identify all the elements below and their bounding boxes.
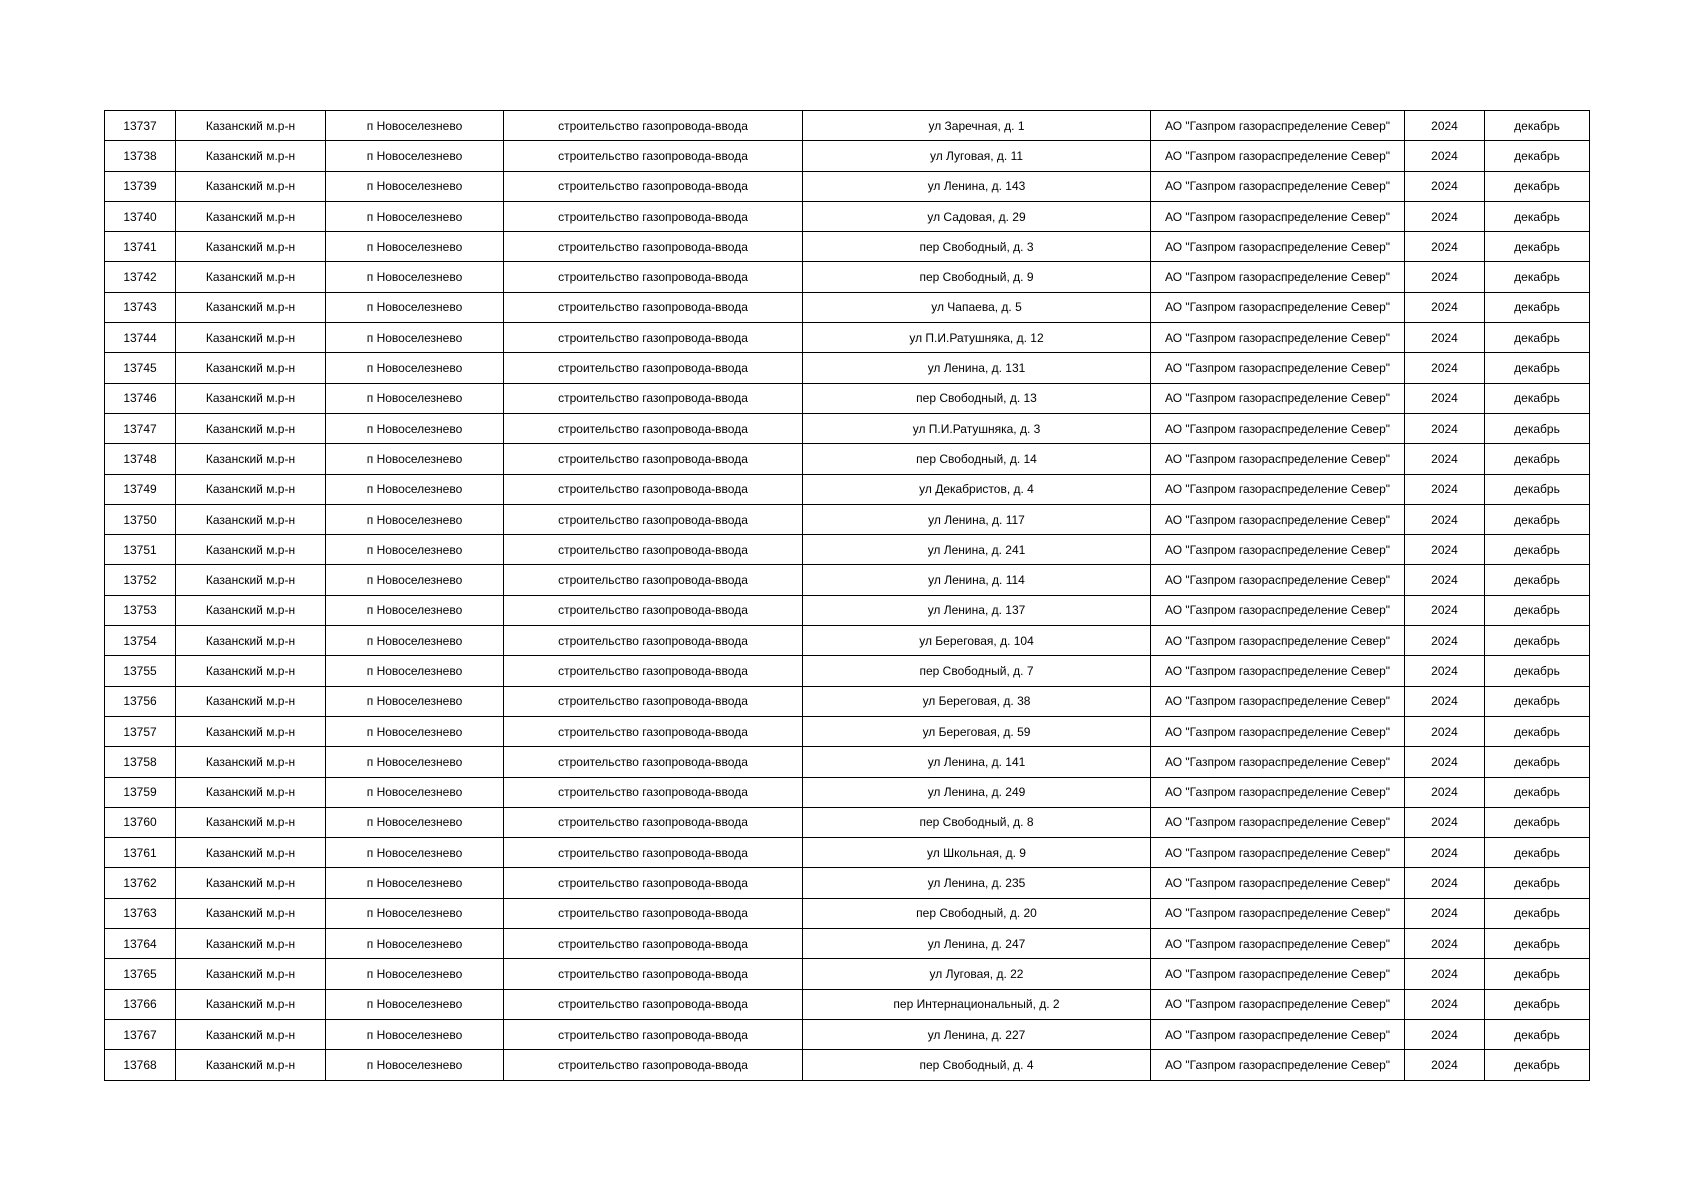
district-cell: Казанский м.р-н <box>176 959 326 989</box>
district-cell: Казанский м.р-н <box>176 171 326 201</box>
work-type-cell: строительство газопровода-ввода <box>504 444 803 474</box>
address-cell: ул Береговая, д. 104 <box>803 626 1151 656</box>
work-type-cell: строительство газопровода-ввода <box>504 807 803 837</box>
settlement-cell: п Новоселезнево <box>326 898 504 928</box>
work-type-cell: строительство газопровода-ввода <box>504 959 803 989</box>
year-cell: 2024 <box>1405 1019 1485 1049</box>
table-row <box>105 838 1590 868</box>
work-type-cell: строительство газопровода-ввода <box>504 929 803 959</box>
month-cell: декабрь <box>1485 838 1590 868</box>
table-row <box>105 595 1590 625</box>
table-row <box>105 807 1590 837</box>
year-cell: 2024 <box>1405 686 1485 716</box>
row-number-cell: 13758 <box>105 747 176 777</box>
table-row <box>105 686 1590 716</box>
table-row <box>105 383 1590 413</box>
work-type-cell: строительство газопровода-ввода <box>504 686 803 716</box>
work-type-cell: строительство газопровода-ввода <box>504 1019 803 1049</box>
address-cell: пер Свободный, д. 9 <box>803 262 1151 292</box>
year-cell: 2024 <box>1405 595 1485 625</box>
address-cell: ул Ленина, д. 227 <box>803 1019 1151 1049</box>
settlement-cell: п Новоселезнево <box>326 807 504 837</box>
district-cell: Казанский м.р-н <box>176 1019 326 1049</box>
table-row <box>105 1050 1590 1080</box>
settlement-cell: п Новоселезнево <box>326 262 504 292</box>
settlement-cell: п Новоселезнево <box>326 535 504 565</box>
district-cell: Казанский м.р-н <box>176 898 326 928</box>
row-number-cell: 13766 <box>105 989 176 1019</box>
month-cell: декабрь <box>1485 807 1590 837</box>
organization-cell: АО "Газпром газораспределение Север" <box>1151 262 1405 292</box>
organization-cell: АО "Газпром газораспределение Север" <box>1151 929 1405 959</box>
row-number-cell: 13744 <box>105 323 176 353</box>
organization-cell: АО "Газпром газораспределение Север" <box>1151 474 1405 504</box>
row-number-cell: 13749 <box>105 474 176 504</box>
table-row <box>105 232 1590 262</box>
address-cell: ул Береговая, д. 59 <box>803 716 1151 746</box>
district-cell: Казанский м.р-н <box>176 565 326 595</box>
address-cell: пер Свободный, д. 8 <box>803 807 1151 837</box>
month-cell: декабрь <box>1485 232 1590 262</box>
district-cell: Казанский м.р-н <box>176 141 326 171</box>
organization-cell: АО "Газпром газораспределение Север" <box>1151 171 1405 201</box>
settlement-cell: п Новоселезнево <box>326 868 504 898</box>
month-cell: декабрь <box>1485 535 1590 565</box>
organization-cell: АО "Газпром газораспределение Север" <box>1151 716 1405 746</box>
row-number-cell: 13745 <box>105 353 176 383</box>
district-cell: Казанский м.р-н <box>176 474 326 504</box>
district-cell: Казанский м.р-н <box>176 626 326 656</box>
address-cell: ул Луговая, д. 22 <box>803 959 1151 989</box>
month-cell: декабрь <box>1485 929 1590 959</box>
settlement-cell: п Новоселезнево <box>326 141 504 171</box>
table-row <box>105 535 1590 565</box>
row-number-cell: 13756 <box>105 686 176 716</box>
row-number-cell: 13754 <box>105 626 176 656</box>
settlement-cell: п Новоселезнево <box>326 626 504 656</box>
work-type-cell: строительство газопровода-ввода <box>504 383 803 413</box>
address-cell: ул Ленина, д. 114 <box>803 565 1151 595</box>
organization-cell: АО "Газпром газораспределение Север" <box>1151 959 1405 989</box>
work-type-cell: строительство газопровода-ввода <box>504 323 803 353</box>
work-type-cell: строительство газопровода-ввода <box>504 535 803 565</box>
organization-cell: АО "Газпром газораспределение Север" <box>1151 807 1405 837</box>
settlement-cell: п Новоселезнево <box>326 595 504 625</box>
organization-cell: АО "Газпром газораспределение Север" <box>1151 898 1405 928</box>
settlement-cell: п Новоселезнево <box>326 686 504 716</box>
district-cell: Казанский м.р-н <box>176 201 326 231</box>
year-cell: 2024 <box>1405 626 1485 656</box>
organization-cell: АО "Газпром газораспределение Север" <box>1151 989 1405 1019</box>
year-cell: 2024 <box>1405 474 1485 504</box>
district-cell: Казанский м.р-н <box>176 292 326 322</box>
year-cell: 2024 <box>1405 777 1485 807</box>
table-row <box>105 474 1590 504</box>
organization-cell: АО "Газпром газораспределение Север" <box>1151 111 1405 141</box>
address-cell: ул Ленина, д. 143 <box>803 171 1151 201</box>
district-cell: Казанский м.р-н <box>176 504 326 534</box>
organization-cell: АО "Газпром газораспределение Север" <box>1151 656 1405 686</box>
month-cell: декабрь <box>1485 716 1590 746</box>
address-cell: ул Ленина, д. 241 <box>803 535 1151 565</box>
month-cell: декабрь <box>1485 353 1590 383</box>
row-number-cell: 13747 <box>105 413 176 443</box>
table-row <box>105 716 1590 746</box>
address-cell: ул Ленина, д. 247 <box>803 929 1151 959</box>
settlement-cell: п Новоселезнево <box>326 323 504 353</box>
year-cell: 2024 <box>1405 292 1485 322</box>
district-cell: Казанский м.р-н <box>176 353 326 383</box>
month-cell: декабрь <box>1485 383 1590 413</box>
district-cell: Казанский м.р-н <box>176 868 326 898</box>
settlement-cell: п Новоселезнево <box>326 171 504 201</box>
row-number-cell: 13740 <box>105 201 176 231</box>
organization-cell: АО "Газпром газораспределение Север" <box>1151 413 1405 443</box>
organization-cell: АО "Газпром газораспределение Север" <box>1151 777 1405 807</box>
month-cell: декабрь <box>1485 898 1590 928</box>
row-number-cell: 13755 <box>105 656 176 686</box>
organization-cell: АО "Газпром газораспределение Север" <box>1151 565 1405 595</box>
table-row <box>105 111 1590 141</box>
table-row <box>105 141 1590 171</box>
district-cell: Казанский м.р-н <box>176 747 326 777</box>
address-cell: ул Ленина, д. 249 <box>803 777 1151 807</box>
organization-cell: АО "Газпром газораспределение Север" <box>1151 141 1405 171</box>
settlement-cell: п Новоселезнево <box>326 474 504 504</box>
table-row <box>105 959 1590 989</box>
table-row <box>105 868 1590 898</box>
work-type-cell: строительство газопровода-ввода <box>504 565 803 595</box>
row-number-cell: 13742 <box>105 262 176 292</box>
settlement-cell: п Новоселезнево <box>326 444 504 474</box>
settlement-cell: п Новоселезнево <box>326 1019 504 1049</box>
district-cell: Казанский м.р-н <box>176 777 326 807</box>
year-cell: 2024 <box>1405 1050 1485 1080</box>
work-type-cell: строительство газопровода-ввода <box>504 626 803 656</box>
month-cell: декабрь <box>1485 595 1590 625</box>
address-cell: ул Заречная, д. 1 <box>803 111 1151 141</box>
work-type-cell: строительство газопровода-ввода <box>504 868 803 898</box>
year-cell: 2024 <box>1405 535 1485 565</box>
year-cell: 2024 <box>1405 504 1485 534</box>
row-number-cell: 13752 <box>105 565 176 595</box>
organization-cell: АО "Газпром газораспределение Север" <box>1151 201 1405 231</box>
table-row <box>105 201 1590 231</box>
work-type-cell: строительство газопровода-ввода <box>504 656 803 686</box>
table-row <box>105 444 1590 474</box>
table-row <box>105 323 1590 353</box>
row-number-cell: 13767 <box>105 1019 176 1049</box>
settlement-cell: п Новоселезнево <box>326 929 504 959</box>
month-cell: декабрь <box>1485 656 1590 686</box>
work-type-cell: строительство газопровода-ввода <box>504 292 803 322</box>
month-cell: декабрь <box>1485 111 1590 141</box>
settlement-cell: п Новоселезнево <box>326 201 504 231</box>
row-number-cell: 13760 <box>105 807 176 837</box>
district-cell: Казанский м.р-н <box>176 989 326 1019</box>
district-cell: Казанский м.р-н <box>176 656 326 686</box>
table-row <box>105 292 1590 322</box>
address-cell: ул П.И.Ратушняка, д. 12 <box>803 323 1151 353</box>
organization-cell: АО "Газпром газораспределение Север" <box>1151 626 1405 656</box>
work-type-cell: строительство газопровода-ввода <box>504 232 803 262</box>
month-cell: декабрь <box>1485 323 1590 353</box>
month-cell: декабрь <box>1485 777 1590 807</box>
address-cell: ул Школьная, д. 9 <box>803 838 1151 868</box>
organization-cell: АО "Газпром газораспределение Север" <box>1151 535 1405 565</box>
work-type-cell: строительство газопровода-ввода <box>504 171 803 201</box>
row-number-cell: 13759 <box>105 777 176 807</box>
work-type-cell: строительство газопровода-ввода <box>504 141 803 171</box>
settlement-cell: п Новоселезнево <box>326 747 504 777</box>
settlement-cell: п Новоселезнево <box>326 111 504 141</box>
row-number-cell: 13748 <box>105 444 176 474</box>
work-type-cell: строительство газопровода-ввода <box>504 201 803 231</box>
address-cell: ул Луговая, д. 11 <box>803 141 1151 171</box>
year-cell: 2024 <box>1405 262 1485 292</box>
settlement-cell: п Новоселезнево <box>326 565 504 595</box>
month-cell: декабрь <box>1485 565 1590 595</box>
organization-cell: АО "Газпром газораспределение Север" <box>1151 747 1405 777</box>
table-body <box>105 111 1590 1081</box>
table-row <box>105 262 1590 292</box>
row-number-cell: 13737 <box>105 111 176 141</box>
organization-cell: АО "Газпром газораспределение Север" <box>1151 323 1405 353</box>
year-cell: 2024 <box>1405 929 1485 959</box>
month-cell: декабрь <box>1485 959 1590 989</box>
district-cell: Казанский м.р-н <box>176 595 326 625</box>
district-cell: Казанский м.р-н <box>176 838 326 868</box>
month-cell: декабрь <box>1485 171 1590 201</box>
district-cell: Казанский м.р-н <box>176 1050 326 1080</box>
work-type-cell: строительство газопровода-ввода <box>504 838 803 868</box>
table-row <box>105 747 1590 777</box>
row-number-cell: 13741 <box>105 232 176 262</box>
table-row <box>105 898 1590 928</box>
work-type-cell: строительство газопровода-ввода <box>504 898 803 928</box>
settlement-cell: п Новоселезнево <box>326 716 504 746</box>
month-cell: декабрь <box>1485 686 1590 716</box>
month-cell: декабрь <box>1485 747 1590 777</box>
address-cell: ул Ленина, д. 235 <box>803 868 1151 898</box>
year-cell: 2024 <box>1405 323 1485 353</box>
month-cell: декабрь <box>1485 1050 1590 1080</box>
month-cell: декабрь <box>1485 989 1590 1019</box>
year-cell: 2024 <box>1405 141 1485 171</box>
district-cell: Казанский м.р-н <box>176 111 326 141</box>
work-type-cell: строительство газопровода-ввода <box>504 262 803 292</box>
district-cell: Казанский м.р-н <box>176 807 326 837</box>
organization-cell: АО "Газпром газораспределение Север" <box>1151 504 1405 534</box>
month-cell: декабрь <box>1485 1019 1590 1049</box>
table-row <box>105 626 1590 656</box>
work-type-cell: строительство газопровода-ввода <box>504 111 803 141</box>
work-type-cell: строительство газопровода-ввода <box>504 595 803 625</box>
year-cell: 2024 <box>1405 656 1485 686</box>
district-cell: Казанский м.р-н <box>176 232 326 262</box>
table-row <box>105 989 1590 1019</box>
year-cell: 2024 <box>1405 868 1485 898</box>
settlement-cell: п Новоселезнево <box>326 232 504 262</box>
settlement-cell: п Новоселезнево <box>326 353 504 383</box>
row-number-cell: 13761 <box>105 838 176 868</box>
month-cell: декабрь <box>1485 626 1590 656</box>
address-cell: пер Интернациональный, д. 2 <box>803 989 1151 1019</box>
work-type-cell: строительство газопровода-ввода <box>504 1050 803 1080</box>
settlement-cell: п Новоселезнево <box>326 656 504 686</box>
district-cell: Казанский м.р-н <box>176 413 326 443</box>
year-cell: 2024 <box>1405 747 1485 777</box>
district-cell: Казанский м.р-н <box>176 716 326 746</box>
settlement-cell: п Новоселезнево <box>326 959 504 989</box>
address-cell: ул Ленина, д. 141 <box>803 747 1151 777</box>
table-row <box>105 413 1590 443</box>
year-cell: 2024 <box>1405 898 1485 928</box>
settlement-cell: п Новоселезнево <box>326 1050 504 1080</box>
table-row <box>105 777 1590 807</box>
work-type-cell: строительство газопровода-ввода <box>504 413 803 443</box>
district-cell: Казанский м.р-н <box>176 686 326 716</box>
address-cell: пер Свободный, д. 20 <box>803 898 1151 928</box>
organization-cell: АО "Газпром газораспределение Север" <box>1151 292 1405 322</box>
address-cell: ул Садовая, д. 29 <box>803 201 1151 231</box>
row-number-cell: 13738 <box>105 141 176 171</box>
work-type-cell: строительство газопровода-ввода <box>504 353 803 383</box>
table-row <box>105 929 1590 959</box>
organization-cell: АО "Газпром газораспределение Север" <box>1151 595 1405 625</box>
address-cell: ул Ленина, д. 137 <box>803 595 1151 625</box>
month-cell: декабрь <box>1485 504 1590 534</box>
year-cell: 2024 <box>1405 807 1485 837</box>
organization-cell: АО "Газпром газораспределение Север" <box>1151 838 1405 868</box>
work-type-cell: строительство газопровода-ввода <box>504 747 803 777</box>
row-number-cell: 13750 <box>105 504 176 534</box>
data-table <box>104 110 1590 1081</box>
address-cell: пер Свободный, д. 13 <box>803 383 1151 413</box>
address-cell: ул Ленина, д. 117 <box>803 504 1151 534</box>
row-number-cell: 13746 <box>105 383 176 413</box>
settlement-cell: п Новоселезнево <box>326 504 504 534</box>
year-cell: 2024 <box>1405 171 1485 201</box>
work-type-cell: строительство газопровода-ввода <box>504 989 803 1019</box>
year-cell: 2024 <box>1405 353 1485 383</box>
row-number-cell: 13757 <box>105 716 176 746</box>
address-cell: ул Чапаева, д. 5 <box>803 292 1151 322</box>
table-row <box>105 504 1590 534</box>
month-cell: декабрь <box>1485 141 1590 171</box>
year-cell: 2024 <box>1405 413 1485 443</box>
row-number-cell: 13739 <box>105 171 176 201</box>
address-cell: пер Свободный, д. 7 <box>803 656 1151 686</box>
month-cell: декабрь <box>1485 292 1590 322</box>
month-cell: декабрь <box>1485 201 1590 231</box>
year-cell: 2024 <box>1405 959 1485 989</box>
work-type-cell: строительство газопровода-ввода <box>504 504 803 534</box>
table-row <box>105 656 1590 686</box>
year-cell: 2024 <box>1405 565 1485 595</box>
work-type-cell: строительство газопровода-ввода <box>504 474 803 504</box>
year-cell: 2024 <box>1405 444 1485 474</box>
address-cell: пер Свободный, д. 14 <box>803 444 1151 474</box>
settlement-cell: п Новоселезнево <box>326 777 504 807</box>
year-cell: 2024 <box>1405 716 1485 746</box>
district-cell: Казанский м.р-н <box>176 535 326 565</box>
row-number-cell: 13764 <box>105 929 176 959</box>
row-number-cell: 13753 <box>105 595 176 625</box>
table-row <box>105 565 1590 595</box>
organization-cell: АО "Газпром газораспределение Север" <box>1151 232 1405 262</box>
address-cell: ул Береговая, д. 38 <box>803 686 1151 716</box>
month-cell: декабрь <box>1485 868 1590 898</box>
district-cell: Казанский м.р-н <box>176 444 326 474</box>
row-number-cell: 13768 <box>105 1050 176 1080</box>
month-cell: декабрь <box>1485 413 1590 443</box>
year-cell: 2024 <box>1405 232 1485 262</box>
district-cell: Казанский м.р-н <box>176 262 326 292</box>
settlement-cell: п Новоселезнево <box>326 413 504 443</box>
organization-cell: АО "Газпром газораспределение Север" <box>1151 1050 1405 1080</box>
address-cell: ул Ленина, д. 131 <box>803 353 1151 383</box>
address-cell: ул П.И.Ратушняка, д. 3 <box>803 413 1151 443</box>
district-cell: Казанский м.р-н <box>176 323 326 353</box>
work-type-cell: строительство газопровода-ввода <box>504 777 803 807</box>
organization-cell: АО "Газпром газораспределение Север" <box>1151 353 1405 383</box>
year-cell: 2024 <box>1405 838 1485 868</box>
settlement-cell: п Новоселезнево <box>326 989 504 1019</box>
address-cell: пер Свободный, д. 3 <box>803 232 1151 262</box>
year-cell: 2024 <box>1405 989 1485 1019</box>
month-cell: декабрь <box>1485 474 1590 504</box>
organization-cell: АО "Газпром газораспределение Север" <box>1151 383 1405 413</box>
address-cell: ул Декабристов, д. 4 <box>803 474 1151 504</box>
organization-cell: АО "Газпром газораспределение Север" <box>1151 868 1405 898</box>
row-number-cell: 13751 <box>105 535 176 565</box>
work-type-cell: строительство газопровода-ввода <box>504 716 803 746</box>
settlement-cell: п Новоселезнево <box>326 838 504 868</box>
table-row <box>105 353 1590 383</box>
row-number-cell: 13763 <box>105 898 176 928</box>
district-cell: Казанский м.р-н <box>176 929 326 959</box>
month-cell: декабрь <box>1485 444 1590 474</box>
organization-cell: АО "Газпром газораспределение Север" <box>1151 686 1405 716</box>
table-row <box>105 171 1590 201</box>
district-cell: Казанский м.р-н <box>176 383 326 413</box>
year-cell: 2024 <box>1405 201 1485 231</box>
year-cell: 2024 <box>1405 383 1485 413</box>
settlement-cell: п Новоселезнево <box>326 383 504 413</box>
address-cell: пер Свободный, д. 4 <box>803 1050 1151 1080</box>
organization-cell: АО "Газпром газораспределение Север" <box>1151 1019 1405 1049</box>
year-cell: 2024 <box>1405 111 1485 141</box>
row-number-cell: 13743 <box>105 292 176 322</box>
settlement-cell: п Новоселезнево <box>326 292 504 322</box>
organization-cell: АО "Газпром газораспределение Север" <box>1151 444 1405 474</box>
row-number-cell: 13765 <box>105 959 176 989</box>
row-number-cell: 13762 <box>105 868 176 898</box>
month-cell: декабрь <box>1485 262 1590 292</box>
table-row <box>105 1019 1590 1049</box>
